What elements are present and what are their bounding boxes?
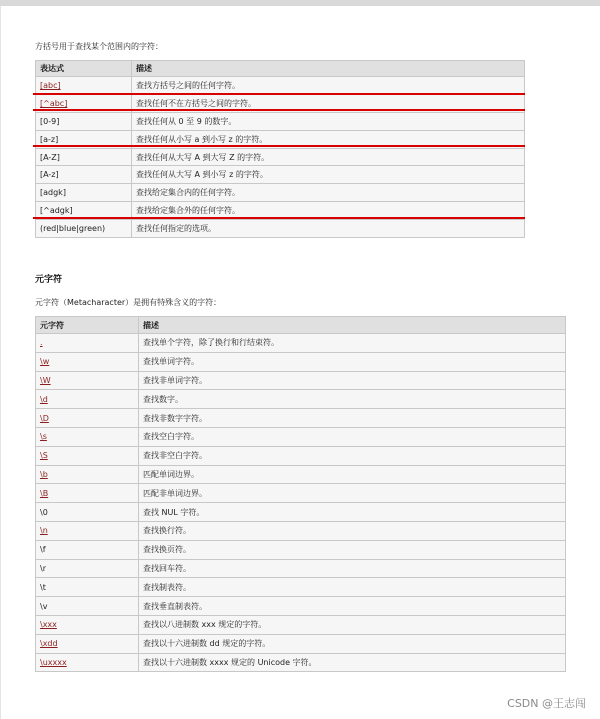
- table-row: [36, 334, 566, 353]
- metacharacter-link[interactable]: \s: [36, 427, 139, 446]
- metacharacter-link[interactable]: \n: [36, 521, 139, 540]
- table-row: [36, 148, 525, 166]
- header-description: 描述: [132, 61, 525, 77]
- table-header-row: [36, 61, 525, 77]
- table-row: [36, 220, 525, 238]
- metacharacter-heading: 元字符: [35, 275, 63, 285]
- row-description: 查找非空白字符。: [139, 446, 566, 465]
- header-expression: 表达式: [36, 61, 132, 77]
- row-description: 查找回车符。: [139, 559, 566, 578]
- top-bar: [0, 0, 600, 6]
- table-row: [36, 446, 566, 465]
- row-description: 查找单个字符，除了换行和行结束符。: [139, 334, 566, 353]
- table-row: [36, 540, 566, 559]
- table-row: [36, 166, 525, 184]
- row-description: 查找空白字符。: [139, 427, 566, 446]
- annotation-underline: [33, 109, 525, 111]
- metacharacter-link[interactable]: \W: [36, 371, 139, 390]
- row-description: 查找任何从 0 至 9 的数字。: [132, 112, 525, 130]
- table-row: [36, 634, 566, 653]
- row-description: 查找 NUL 字符。: [139, 503, 566, 522]
- metacharacter-link[interactable]: \xxx: [36, 615, 139, 634]
- row-expression: [adgk]: [36, 184, 132, 202]
- expression-link[interactable]: [abc]: [36, 77, 132, 95]
- metacharacter-link[interactable]: \xdd: [36, 634, 139, 653]
- row-description: 查找非数字字符。: [139, 409, 566, 428]
- row-description: 查找垂直制表符。: [139, 597, 566, 616]
- table-row: [36, 371, 566, 390]
- row-description: 查找数字。: [139, 390, 566, 409]
- row-description: 查找任何不在方括号之间的字符。: [132, 94, 525, 112]
- table-row: [36, 503, 566, 522]
- row-description: 匹配非单词边界。: [139, 484, 566, 503]
- row-expression: [A-z]: [36, 166, 132, 184]
- table-row: [36, 427, 566, 446]
- table-row: [36, 597, 566, 616]
- brackets-table: [35, 60, 525, 238]
- annotation-underline: [33, 145, 525, 147]
- header-metacharacter: 元字符: [36, 317, 139, 334]
- metacharacter-link[interactable]: \B: [36, 484, 139, 503]
- table-row: [36, 465, 566, 484]
- row-description: 查找单词字符。: [139, 352, 566, 371]
- metacharacter-link[interactable]: \S: [36, 446, 139, 465]
- header-description: 描述: [139, 317, 566, 334]
- table-row: [36, 77, 525, 95]
- table-row: [36, 615, 566, 634]
- metacharacter-link[interactable]: \w: [36, 352, 139, 371]
- row-description: 查找换页符。: [139, 540, 566, 559]
- metacharacter-link[interactable]: \D: [36, 409, 139, 428]
- table-header-row: [36, 317, 566, 334]
- annotation-underline: [33, 217, 525, 219]
- row-description: 查找任何指定的选项。: [132, 220, 525, 238]
- row-expression: [a-z]: [36, 130, 132, 148]
- row-description: 查找换行符。: [139, 521, 566, 540]
- row-description: 查找给定集合外的任何字符。: [132, 202, 525, 220]
- table-row: [36, 390, 566, 409]
- brackets-intro: 方括号用于查找某个范围内的字符：: [35, 42, 163, 51]
- table-row: [36, 184, 525, 202]
- watermark: CSDN @王志闯: [507, 697, 586, 710]
- row-description: 匹配单词边界。: [139, 465, 566, 484]
- metacharacter-table: [35, 316, 566, 672]
- row-metacharacter: \t: [36, 578, 139, 597]
- table-row: [36, 521, 566, 540]
- metacharacter-link[interactable]: \b: [36, 465, 139, 484]
- row-description: 查找非单词字符。: [139, 371, 566, 390]
- metacharacter-link[interactable]: \uxxxx: [36, 653, 139, 672]
- row-description: 查找以十六进制数 xxxx 规定的 Unicode 字符。: [139, 653, 566, 672]
- expression-link[interactable]: [^abc]: [36, 94, 132, 112]
- metacharacter-intro: 元字符（Metacharacter）是拥有特殊含义的字符：: [35, 298, 222, 307]
- table-row: [36, 484, 566, 503]
- row-metacharacter: \f: [36, 540, 139, 559]
- row-description: 查找给定集合内的任何字符。: [132, 184, 525, 202]
- row-description: 查找任何从小写 a 到小写 z 的字符。: [132, 130, 525, 148]
- table-row: [36, 409, 566, 428]
- table-row: [36, 559, 566, 578]
- annotation-underline: [33, 93, 525, 95]
- table-row: [36, 112, 525, 130]
- row-metacharacter: \v: [36, 597, 139, 616]
- row-description: 查找以八进制数 xxx 规定的字符。: [139, 615, 566, 634]
- row-metacharacter: \0: [36, 503, 139, 522]
- metacharacter-link[interactable]: \d: [36, 390, 139, 409]
- table-row: [36, 653, 566, 672]
- row-description: 查找任何从大写 A 到小写 z 的字符。: [132, 166, 525, 184]
- left-border: [0, 6, 1, 719]
- table-row: [36, 352, 566, 371]
- row-metacharacter: \r: [36, 559, 139, 578]
- row-description: 查找以十六进制数 dd 规定的字符。: [139, 634, 566, 653]
- metacharacter-link[interactable]: .: [36, 334, 139, 353]
- row-description: 查找制表符。: [139, 578, 566, 597]
- row-description: 查找任何从大写 A 到大写 Z 的字符。: [132, 148, 525, 166]
- table-row: [36, 578, 566, 597]
- row-expression: [^adgk]: [36, 202, 132, 220]
- row-expression: [A-Z]: [36, 148, 132, 166]
- row-description: 查找方括号之间的任何字符。: [132, 77, 525, 95]
- row-expression: (red|blue|green): [36, 220, 132, 238]
- row-expression: [0-9]: [36, 112, 132, 130]
